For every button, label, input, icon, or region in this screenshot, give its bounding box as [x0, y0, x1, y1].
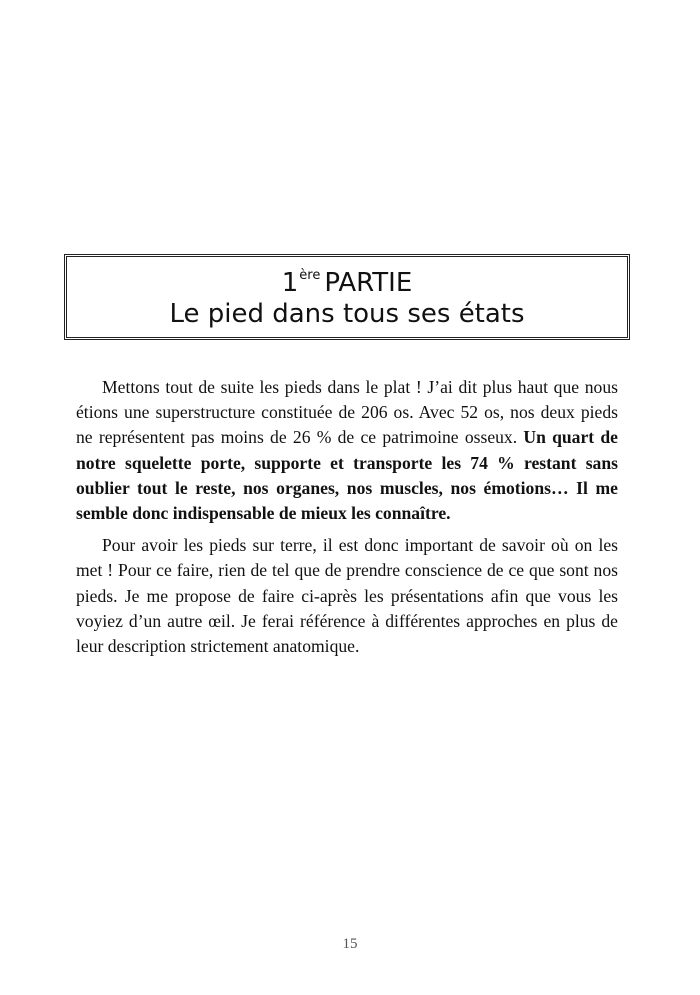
- paragraph-1-text: Mettons tout de suite les pieds dans le plat ! J’ai dit plus haut que nous étions une superstructure constituée de 206 os. Avec 52 os, nos deux pieds ne représentent pas moins de 26 % de ce patrimoine osseux.: [76, 377, 618, 448]
- part-number: 1: [281, 268, 299, 298]
- page-number: 15: [342, 936, 358, 952]
- body-text: [76, 375, 618, 666]
- paragraph-1: [76, 375, 618, 526]
- part-title: Le pied dans tous ses états: [169, 299, 525, 329]
- part-number-superscript: ère: [299, 268, 321, 283]
- part-word: PARTIE: [324, 268, 413, 298]
- paragraph-1-bold-text: Un quart de notre squelette porte, supporte et transporte les 74 % restant sans oublier tout le reste, nos organes, nos muscles, nos émotions… Il me semble donc indispensable de mieux les connaître.: [76, 427, 618, 524]
- part-number-heading: [67, 259, 627, 300]
- part-title-box: [64, 254, 630, 340]
- paragraph-2-text: Pour avoir les pieds sur terre, il est donc important de savoir où on les met ! Pour ce faire, rien de tel que de prendre conscience de ce que sont nos pieds. Je me propose de faire ci-après les présentations afin que vous les voyiez d’un autre œil. Je ferai référence à différentes approches en plus de leur description strictement anatomique.: [76, 535, 618, 657]
- paragraph-2: [76, 533, 618, 659]
